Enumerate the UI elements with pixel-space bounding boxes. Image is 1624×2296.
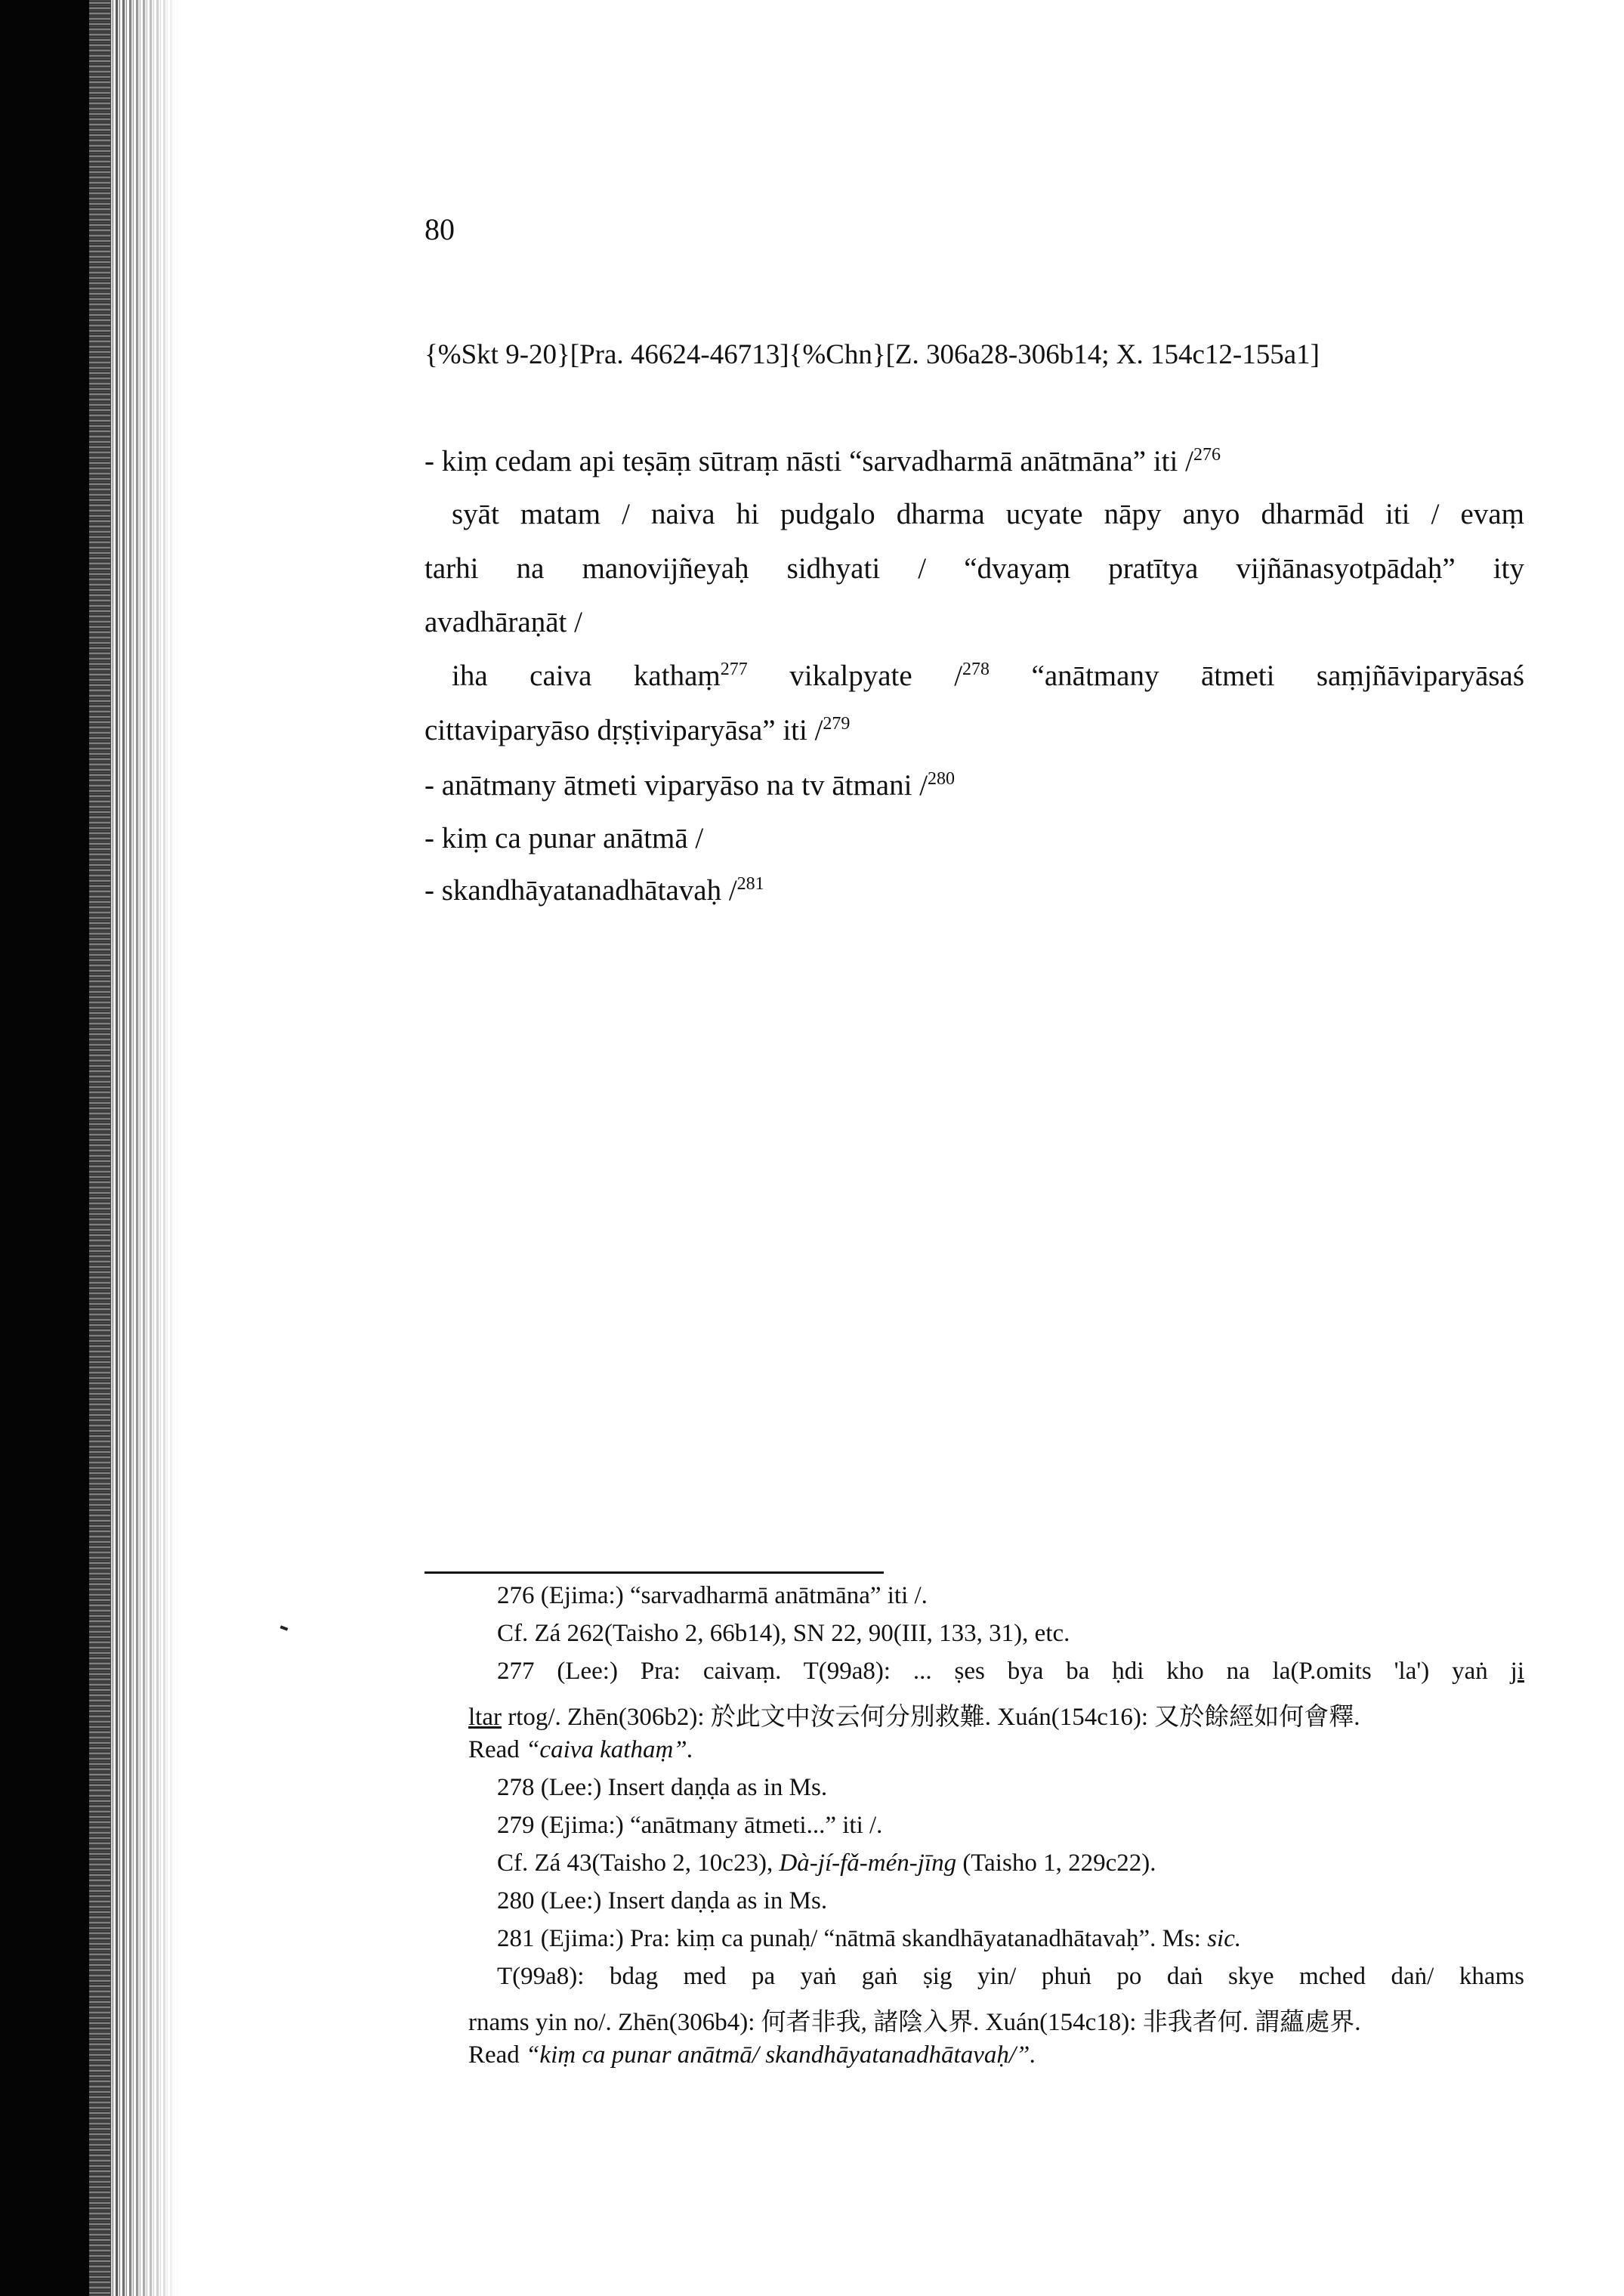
text-line: tarhi na manovijñeyaḥ sidhyati / “dvayaṃ pratītya vijñānasyotpādaḥ” ity [425,552,1524,585]
footnote-ref: 280 [928,769,956,789]
text-line: iha caiva kathaṃ$^{277}$ vikalpyate /$^{278}$ “anātmany ātmeti saṃjñāviparyāsaś [452,660,1525,692]
footnote-281: 281 (Ejima:) Pra: kiṃ ca punaḥ/ “nātmā skandhāyatanadhātavaḥ”. Ms: sic. [497,1925,1242,1952]
scanned-binding-shadow [0,0,89,2296]
footnote-ref: 279 [823,714,851,734]
page-number: 80 [425,212,455,246]
footnote-279: 279 (Ejima:) “anātmany ātmeti...” iti /. [497,1812,883,1839]
footnote-281-read: Read “kiṃ ca punar anātmā/ skandhāyatanadhātavaḥ/”. [468,2041,1036,2069]
footnote-276: 276 (Ejima:) “sarvadharmā anātmāna” iti /. [497,1582,928,1609]
footnote-ref: 276 [1193,445,1221,465]
footnote-ref: 277 [720,660,748,679]
footnote-separator [425,1571,884,1574]
text-line: - skandhāyatanadhātavaḥ /$^{281}$ [425,874,764,907]
footnote-281-tibetan: T(99a8): bdag med pa yaṅ gaṅ ṣig yin/ phuṅ po daṅ skye mched daṅ/ khams [497,1963,1524,1990]
footnote-280: 280 (Lee:) Insert daṇḍa as in Ms. [497,1887,828,1914]
text-line: cittaviparyāso dṛṣṭiviparyāsa” iti /$^{279}$ [425,714,851,746]
footnote-279-cf: Cf. Zá 43(Taisho 2, 10c23), Dà-jí-fǎ-mén-jīng (Taisho 1, 229c22). [497,1849,1156,1877]
footnote-277-line2: ltar rtog/. Zhēn(306b2): 於此文中汝云何分別救難. Xuán(154c16): 又於餘經如何會釋. [468,1704,1360,1731]
text-line: - kiṃ cedam api teṣāṃ sūtraṃ nāsti “sarvadharmā anātmāna” iti /$^{276}$ [425,445,1221,477]
footnote-ref: 281 [736,874,764,894]
text-line: - anātmany ātmeti viparyāso na tv ātmani /$^{280}$ [425,769,956,802]
footnote-277-read: Read “caiva kathaṃ”. [468,1736,693,1763]
text-line: syāt matam / naiva hi pudgalo dharma ucyate nāpy anyo dharmād iti / evaṃ [452,498,1524,530]
text-line: avadhāraṇāt / [425,606,582,638]
footnote-278: 278 (Lee:) Insert daṇḍa as in Ms. [497,1774,828,1801]
source-reference: {%Skt 9-20}[Pra. 46624-46713]{%Chn}[Z. 306a28-306b14; X. 154c12-155a1] [425,339,1320,370]
footnote-ref: 278 [962,660,990,679]
text-line: - kiṃ ca punar anātmā / [425,822,704,854]
footnote-276-cf: Cf. Zá 262(Taisho 2, 66b14), SN 22, 90(III, 133, 31), etc. [497,1620,1070,1647]
footnote-281-line2: rnams yin no/. Zhēn(306b4): 何者非我, 諸陰入界. Xuán(154c18): 非我者何. 謂蘊處界. [468,2009,1361,2036]
footnote-277: 277 (Lee:) Pra: caivaṃ. T(99a8): ... ṣes bya ba ḥdi kho na la(P.omits 'la') yaṅ ji [497,1658,1524,1685]
stray-mark [280,1625,289,1630]
